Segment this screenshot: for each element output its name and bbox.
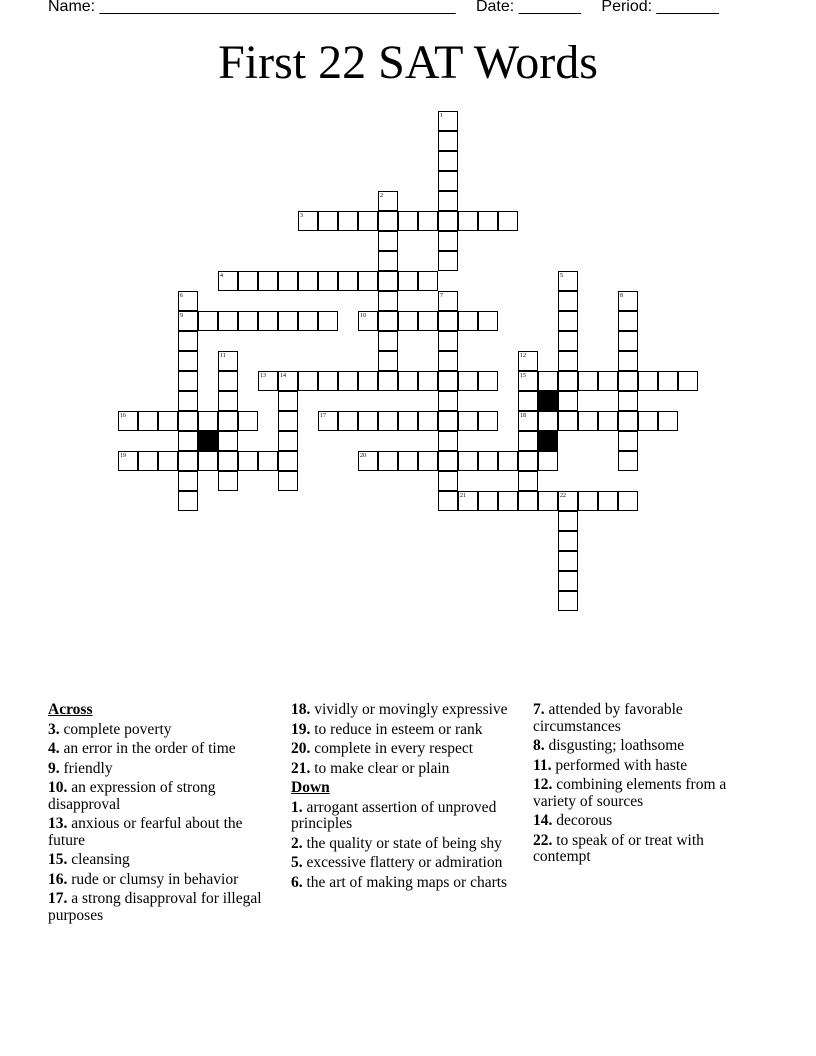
grid-cell[interactable] xyxy=(318,311,338,331)
clue-across-17: 17. a strong disapproval for illegal purposes xyxy=(48,890,262,924)
grid-cell[interactable] xyxy=(478,491,498,511)
cell-number: 15 xyxy=(520,373,526,379)
down-heading: Down xyxy=(291,779,330,796)
grid-cell[interactable] xyxy=(558,591,578,611)
grid-cell[interactable] xyxy=(578,491,598,511)
grid-cell[interactable] xyxy=(218,371,238,391)
clue-down-8: 8. disgusting; loathsome xyxy=(533,737,685,754)
grid-cell[interactable] xyxy=(478,371,498,391)
name-field-label: Name: ________________________________________ xyxy=(48,0,456,15)
grid-cell[interactable] xyxy=(358,271,378,291)
grid-cell[interactable] xyxy=(178,431,198,451)
grid-cell[interactable] xyxy=(358,371,378,391)
grid-cell[interactable] xyxy=(538,371,558,391)
grid-cell[interactable] xyxy=(378,211,398,231)
grid-cell[interactable] xyxy=(178,451,198,471)
grid-cell[interactable] xyxy=(438,151,458,171)
grid-cell[interactable] xyxy=(558,551,578,571)
cell-number: 20 xyxy=(360,453,366,459)
grid-cell[interactable] xyxy=(338,411,358,431)
grid-cell[interactable] xyxy=(418,211,438,231)
grid-cell[interactable] xyxy=(378,311,398,331)
cell-number: 11 xyxy=(220,353,226,359)
clue-across-15: 15. cleansing xyxy=(48,851,130,868)
grid-cell[interactable] xyxy=(658,371,678,391)
clue-across-21: 21. to make clear or plain xyxy=(291,759,450,777)
grid-cell[interactable] xyxy=(478,451,498,471)
grid-cell[interactable] xyxy=(238,311,258,331)
grid-cell[interactable] xyxy=(558,291,578,311)
cell-number: 1 xyxy=(440,113,443,119)
grid-cell[interactable] xyxy=(238,411,258,431)
grid-cell[interactable] xyxy=(278,391,298,411)
grid-cell[interactable] xyxy=(338,211,358,231)
grid-cell[interactable] xyxy=(438,251,458,271)
blocked-cell xyxy=(538,431,558,451)
grid-cell[interactable] xyxy=(278,271,298,291)
grid-cell[interactable] xyxy=(378,251,398,271)
grid-cell[interactable] xyxy=(278,411,298,431)
grid-cell[interactable] xyxy=(478,311,498,331)
grid-cell[interactable] xyxy=(138,411,158,431)
grid-cell[interactable] xyxy=(598,491,618,511)
clues-column-1 xyxy=(48,702,273,927)
grid-cell[interactable] xyxy=(398,271,418,291)
grid-cell[interactable] xyxy=(398,311,418,331)
grid-cell[interactable] xyxy=(558,311,578,331)
grid-cell[interactable] xyxy=(538,451,558,471)
grid-cell[interactable] xyxy=(438,371,458,391)
grid-cell[interactable] xyxy=(378,231,398,251)
grid-cell[interactable] xyxy=(498,491,518,511)
grid-cell[interactable] xyxy=(558,331,578,351)
grid-cell[interactable] xyxy=(318,271,338,291)
grid-cell[interactable] xyxy=(378,451,398,471)
grid-cell[interactable] xyxy=(598,411,618,431)
cell-number: 22 xyxy=(560,493,566,499)
grid-cell[interactable] xyxy=(238,271,258,291)
grid-cell[interactable] xyxy=(298,311,318,331)
grid-cell[interactable] xyxy=(278,471,298,491)
cell-number: 8 xyxy=(620,293,623,299)
clue-across-13: 13. anxious or fearful about the future xyxy=(48,815,243,849)
clue-across-19: 19. to reduce in esteem or rank xyxy=(291,720,483,738)
grid-cell[interactable] xyxy=(278,451,298,471)
grid-cell[interactable] xyxy=(358,411,378,431)
grid-cell[interactable] xyxy=(158,411,178,431)
grid-cell[interactable] xyxy=(378,331,398,351)
grid-cell[interactable] xyxy=(418,271,438,291)
grid-cell[interactable] xyxy=(478,211,498,231)
grid-cell[interactable] xyxy=(278,311,298,331)
cell-number: 16 xyxy=(120,413,126,419)
cell-number: 5 xyxy=(560,273,563,279)
grid-cell[interactable] xyxy=(438,471,458,491)
cell-number: 17 xyxy=(320,413,326,419)
grid-cell[interactable] xyxy=(638,371,658,391)
grid-cell[interactable] xyxy=(218,311,238,331)
grid-cell[interactable] xyxy=(558,351,578,371)
grid-cell[interactable] xyxy=(438,131,458,151)
grid-cell[interactable] xyxy=(198,451,218,471)
grid-cell[interactable] xyxy=(178,471,198,491)
grid-cell[interactable] xyxy=(458,451,478,471)
grid-cell[interactable] xyxy=(378,271,398,291)
grid-cell[interactable] xyxy=(638,411,658,431)
clue-across-20: 20. complete in every respect xyxy=(291,740,474,757)
grid-cell[interactable] xyxy=(178,351,198,371)
cell-number: 12 xyxy=(520,353,526,359)
clue-down-22: 22. to speak of or treat with contempt xyxy=(533,831,704,865)
grid-cell[interactable] xyxy=(138,451,158,471)
cell-number: 9 xyxy=(180,313,183,319)
clue-down-11: 11. performed with haste xyxy=(533,756,688,774)
grid-cell[interactable] xyxy=(338,371,358,391)
grid-cell[interactable] xyxy=(358,211,378,231)
grid-cell[interactable] xyxy=(258,311,278,331)
grid-cell[interactable] xyxy=(178,391,198,411)
grid-cell[interactable] xyxy=(618,431,638,451)
cell-number: 18 xyxy=(520,413,526,419)
clues-column-2 xyxy=(291,702,513,894)
grid-cell[interactable] xyxy=(498,451,518,471)
grid-cell[interactable] xyxy=(458,311,478,331)
grid-cell[interactable] xyxy=(438,171,458,191)
grid-cell[interactable] xyxy=(178,411,198,431)
grid-cell[interactable] xyxy=(418,311,438,331)
clue-across-10: 10. an expression of strong disapproval xyxy=(48,779,216,813)
clue-across-9: 9. friendly xyxy=(48,759,113,777)
grid-cell[interactable] xyxy=(678,371,698,391)
grid-cell[interactable] xyxy=(218,451,238,471)
period-field-label: Period: _______ xyxy=(601,0,719,15)
grid-cell[interactable] xyxy=(438,351,458,371)
grid-cell[interactable] xyxy=(558,391,578,411)
cell-number: 2 xyxy=(380,193,383,199)
grid-cell[interactable] xyxy=(318,371,338,391)
grid-cell[interactable] xyxy=(418,371,438,391)
grid-cell[interactable] xyxy=(378,351,398,371)
grid-cell[interactable] xyxy=(618,491,638,511)
grid-cell[interactable] xyxy=(398,451,418,471)
grid-cell[interactable] xyxy=(438,411,458,431)
grid-cell[interactable] xyxy=(198,411,218,431)
grid-cell[interactable] xyxy=(158,451,178,471)
grid-cell[interactable] xyxy=(258,451,278,471)
grid-cell[interactable] xyxy=(598,371,618,391)
grid-cell[interactable] xyxy=(178,371,198,391)
clue-across-16: 16. rude or clumsy in behavior xyxy=(48,870,239,888)
clues-column-3 xyxy=(533,702,758,869)
grid-cell[interactable] xyxy=(218,471,238,491)
grid-cell[interactable] xyxy=(298,371,318,391)
grid-cell[interactable] xyxy=(538,411,558,431)
grid-cell[interactable] xyxy=(238,451,258,471)
cell-number: 6 xyxy=(180,293,183,299)
clue-down-5: 5. excessive flattery or admiration xyxy=(291,854,503,871)
grid-cell[interactable] xyxy=(178,331,198,351)
grid-cell[interactable] xyxy=(178,491,198,511)
grid-cell[interactable] xyxy=(378,371,398,391)
grid-cell[interactable] xyxy=(438,451,458,471)
grid-cell[interactable] xyxy=(198,311,218,331)
grid-cell[interactable] xyxy=(438,231,458,251)
grid-cell[interactable] xyxy=(478,411,498,431)
grid-cell[interactable] xyxy=(658,411,678,431)
clue-across-4: 4. an error in the order of time xyxy=(48,740,236,757)
grid-cell[interactable] xyxy=(418,411,438,431)
grid-cell[interactable] xyxy=(258,271,278,291)
clue-down-7: 7. attended by favorable circumstances xyxy=(533,701,683,735)
grid-cell[interactable] xyxy=(618,351,638,371)
grid-cell[interactable] xyxy=(558,511,578,531)
clue-down-12: 12. combining elements from a variety of sources xyxy=(533,776,727,810)
date-field-label: Date: _______ xyxy=(475,0,581,15)
grid-cell[interactable] xyxy=(558,371,578,391)
grid-cell[interactable] xyxy=(618,331,638,351)
grid-cell[interactable] xyxy=(278,431,298,451)
cell-number: 10 xyxy=(360,313,366,319)
grid-cell[interactable] xyxy=(618,451,638,471)
grid-cell[interactable] xyxy=(578,411,598,431)
grid-cell[interactable] xyxy=(218,431,238,451)
grid-cell[interactable] xyxy=(458,371,478,391)
grid-cell[interactable] xyxy=(378,291,398,311)
cell-number: 21 xyxy=(460,493,466,499)
grid-cell[interactable] xyxy=(438,211,458,231)
across-heading: Across xyxy=(48,701,93,718)
cell-number: 14 xyxy=(280,373,286,379)
grid-cell[interactable] xyxy=(618,411,638,431)
grid-cell[interactable] xyxy=(438,431,458,451)
blocked-cell xyxy=(198,431,218,451)
grid-cell[interactable] xyxy=(458,211,478,231)
cell-number: 4 xyxy=(220,273,223,279)
grid-cell[interactable] xyxy=(518,391,538,411)
grid-cell[interactable] xyxy=(618,391,638,411)
grid-cell[interactable] xyxy=(618,311,638,331)
cell-number: 19 xyxy=(120,453,126,459)
grid-cell[interactable] xyxy=(218,411,238,431)
grid-cell[interactable] xyxy=(298,271,318,291)
grid-cell[interactable] xyxy=(518,491,538,511)
grid-cell[interactable] xyxy=(438,391,458,411)
cell-number: 7 xyxy=(440,293,443,299)
grid-cell[interactable] xyxy=(458,411,478,431)
grid-cell[interactable] xyxy=(438,311,458,331)
blocked-cell xyxy=(538,391,558,411)
cell-number: 13 xyxy=(260,373,266,379)
grid-cell[interactable] xyxy=(538,491,558,511)
clue-across-18: 18. vividly or movingly expressive xyxy=(291,701,508,718)
grid-cell[interactable] xyxy=(498,211,518,231)
grid-cell[interactable] xyxy=(398,211,418,231)
grid-cell[interactable] xyxy=(438,491,458,511)
grid-cell[interactable] xyxy=(378,411,398,431)
clue-across-3: 3. complete poverty xyxy=(48,720,172,738)
grid-cell[interactable] xyxy=(558,531,578,551)
grid-cell[interactable] xyxy=(398,411,418,431)
grid-cell[interactable] xyxy=(578,371,598,391)
grid-cell[interactable] xyxy=(518,471,538,491)
puzzle-title: First 22 SAT Words xyxy=(218,36,598,89)
grid-cell[interactable] xyxy=(318,211,338,231)
grid-cell[interactable] xyxy=(418,451,438,471)
grid-cell[interactable] xyxy=(518,431,538,451)
grid-cell[interactable] xyxy=(438,191,458,211)
grid-cell[interactable] xyxy=(438,331,458,351)
clue-down-1: 1. arrogant assertion of unproved principles xyxy=(291,798,497,832)
grid-cell[interactable] xyxy=(618,371,638,391)
clue-down-6: 6. the art of making maps or charts xyxy=(291,873,508,891)
clue-down-14: 14. decorous xyxy=(533,812,613,829)
grid-cell[interactable] xyxy=(398,371,418,391)
grid-cell[interactable] xyxy=(558,571,578,591)
grid-cell[interactable] xyxy=(218,391,238,411)
grid-cell[interactable] xyxy=(338,271,358,291)
clue-down-2: 2. the quality or state of being shy xyxy=(291,834,502,852)
grid-cell[interactable] xyxy=(558,411,578,431)
cell-number: 3 xyxy=(300,213,303,219)
grid-cell[interactable] xyxy=(518,451,538,471)
